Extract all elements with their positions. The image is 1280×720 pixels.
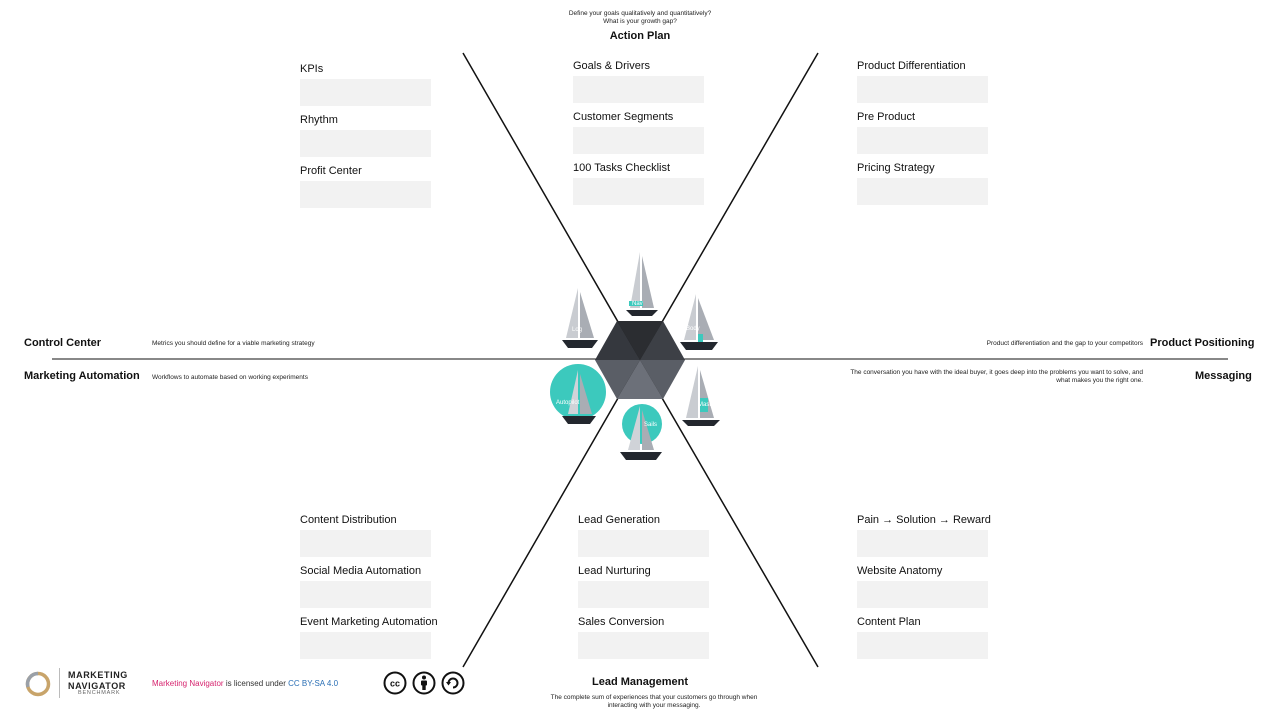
website-anatomy-input[interactable] (857, 581, 988, 608)
social-media-automation-label: Social Media Automation (300, 565, 422, 577)
boat-mast-label: Mast (698, 402, 712, 408)
pain-solution-reward-label: Pain → Solution → Reward (857, 514, 991, 526)
product-differentiation-field (857, 60, 988, 103)
boat-body[interactable] (676, 290, 722, 354)
brand-line-2: NAVIGATOR (68, 681, 126, 691)
lead-nurturing-field (578, 565, 709, 608)
event-marketing-automation-field (300, 616, 438, 659)
lead-nurturing-input[interactable] (578, 581, 709, 608)
boat-log[interactable] (560, 284, 600, 352)
tasks-checklist-field (573, 162, 704, 205)
pricing-strategy-input[interactable] (857, 178, 988, 205)
messaging-title: Messaging (1195, 370, 1252, 382)
product-positioning-title: Product Positioning (1150, 337, 1255, 349)
event-marketing-automation-input[interactable] (300, 632, 431, 659)
lead-nurturing-label: Lead Nurturing (578, 565, 651, 577)
control-center-title: Control Center (24, 337, 101, 349)
boat-autopilot[interactable] (548, 362, 610, 430)
lead-management-title: Lead Management (592, 676, 688, 688)
content-plan-input[interactable] (857, 632, 988, 659)
rhythm-input[interactable] (300, 130, 431, 157)
pricing-strategy-field (857, 162, 988, 205)
marketing-automation-description: Workflows to automate based on working experiments (152, 374, 308, 381)
lead-generation-label: Lead Generation (578, 514, 660, 526)
boat-sails[interactable] (616, 402, 666, 466)
product-differentiation-label: Product Differentiation (857, 60, 966, 72)
tasks-checklist-label: 100 Tasks Checklist (573, 162, 671, 174)
license-text (152, 679, 338, 688)
pre-product-field (857, 111, 988, 154)
pain-solution-reward-field (857, 514, 991, 557)
pain-solution-reward-input[interactable] (857, 530, 988, 557)
sales-conversion-field (578, 616, 709, 659)
pre-product-label: Pre Product (857, 111, 916, 123)
brand-logo (24, 668, 144, 700)
boat-body-label: Body (686, 326, 700, 332)
rhythm-label: Rhythm (300, 114, 338, 126)
content-distribution-field (300, 514, 431, 557)
sales-conversion-input[interactable] (578, 632, 709, 659)
messaging-description: The conversation you have with the ideal buyer, it goes deep into the problems you want to solve, and what makes you the right one. (850, 369, 1143, 384)
control-center-description: Metrics you should define for a viable marketing strategy (152, 340, 315, 347)
brand-name (68, 670, 128, 692)
boat-sails-label: Sails (644, 422, 658, 428)
goals-drivers-field (573, 60, 704, 103)
sales-conversion-label: Sales Conversion (578, 616, 665, 628)
website-anatomy-label: Website Anatomy (857, 565, 943, 577)
marketing-automation-title: Marketing Automation (24, 370, 140, 382)
goals-drivers-input[interactable] (573, 76, 704, 103)
boat-mast[interactable] (678, 362, 724, 430)
brand-line-1: MARKETING (68, 670, 128, 680)
content-plan-label: Content Plan (857, 616, 921, 628)
ring-logo-icon (24, 670, 52, 698)
boat-nav-label: Nav (632, 301, 643, 307)
license-middle: is licensed under (223, 679, 289, 688)
customer-segments-field (573, 111, 704, 154)
kpis-input[interactable] (300, 79, 431, 106)
social-media-automation-field (300, 565, 431, 608)
lead-generation-input[interactable] (578, 530, 709, 557)
profit-center-input[interactable] (300, 181, 431, 208)
product-differentiation-input[interactable] (857, 76, 988, 103)
social-media-automation-input[interactable] (300, 581, 431, 608)
pricing-strategy-label: Pricing Strategy (857, 162, 935, 174)
attribution-icon[interactable] (412, 671, 436, 695)
boat-autopilot-label: Autopilot (556, 400, 580, 406)
lead-management-description: The complete sum of experiences that your customers go through when interacting with your messaging. (550, 694, 758, 709)
customer-segments-label: Customer Segments (573, 111, 674, 123)
license-work-link[interactable]: Marketing Navigator (152, 679, 224, 688)
license-link[interactable]: CC BY-SA 4.0 (288, 679, 339, 688)
content-plan-field (857, 616, 988, 659)
event-marketing-automation-label: Event Marketing Automation (300, 616, 438, 628)
boat-nav[interactable] (624, 250, 660, 320)
brand-divider (59, 668, 60, 698)
content-distribution-input[interactable] (300, 530, 431, 557)
brand-sub: BENCHMARK (78, 690, 121, 696)
content-distribution-label: Content Distribution (300, 514, 397, 526)
kpis-field (300, 63, 431, 106)
action-plan-title: Action Plan (609, 30, 671, 42)
boat-log-label: Log (572, 327, 583, 333)
tasks-checklist-input[interactable] (573, 178, 704, 205)
cc-icon[interactable] (383, 671, 407, 695)
product-positioning-description: Product differentiation and the gap to your competitors (986, 340, 1143, 347)
customer-segments-input[interactable] (573, 127, 704, 154)
website-anatomy-field (857, 565, 988, 608)
goals-drivers-label: Goals & Drivers (573, 60, 651, 72)
action-plan-description: Define your goals qualitatively and quantitatively? What is your growth gap? (568, 10, 712, 25)
profit-center-field (300, 165, 431, 208)
rhythm-field (300, 114, 431, 157)
sharealike-icon[interactable] (441, 671, 465, 695)
svg-text:cc: cc (389, 678, 401, 689)
pre-product-input[interactable] (857, 127, 988, 154)
profit-center-label: Profit Center (300, 165, 362, 177)
kpis-label: KPIs (300, 63, 324, 75)
lead-generation-field (578, 514, 709, 557)
